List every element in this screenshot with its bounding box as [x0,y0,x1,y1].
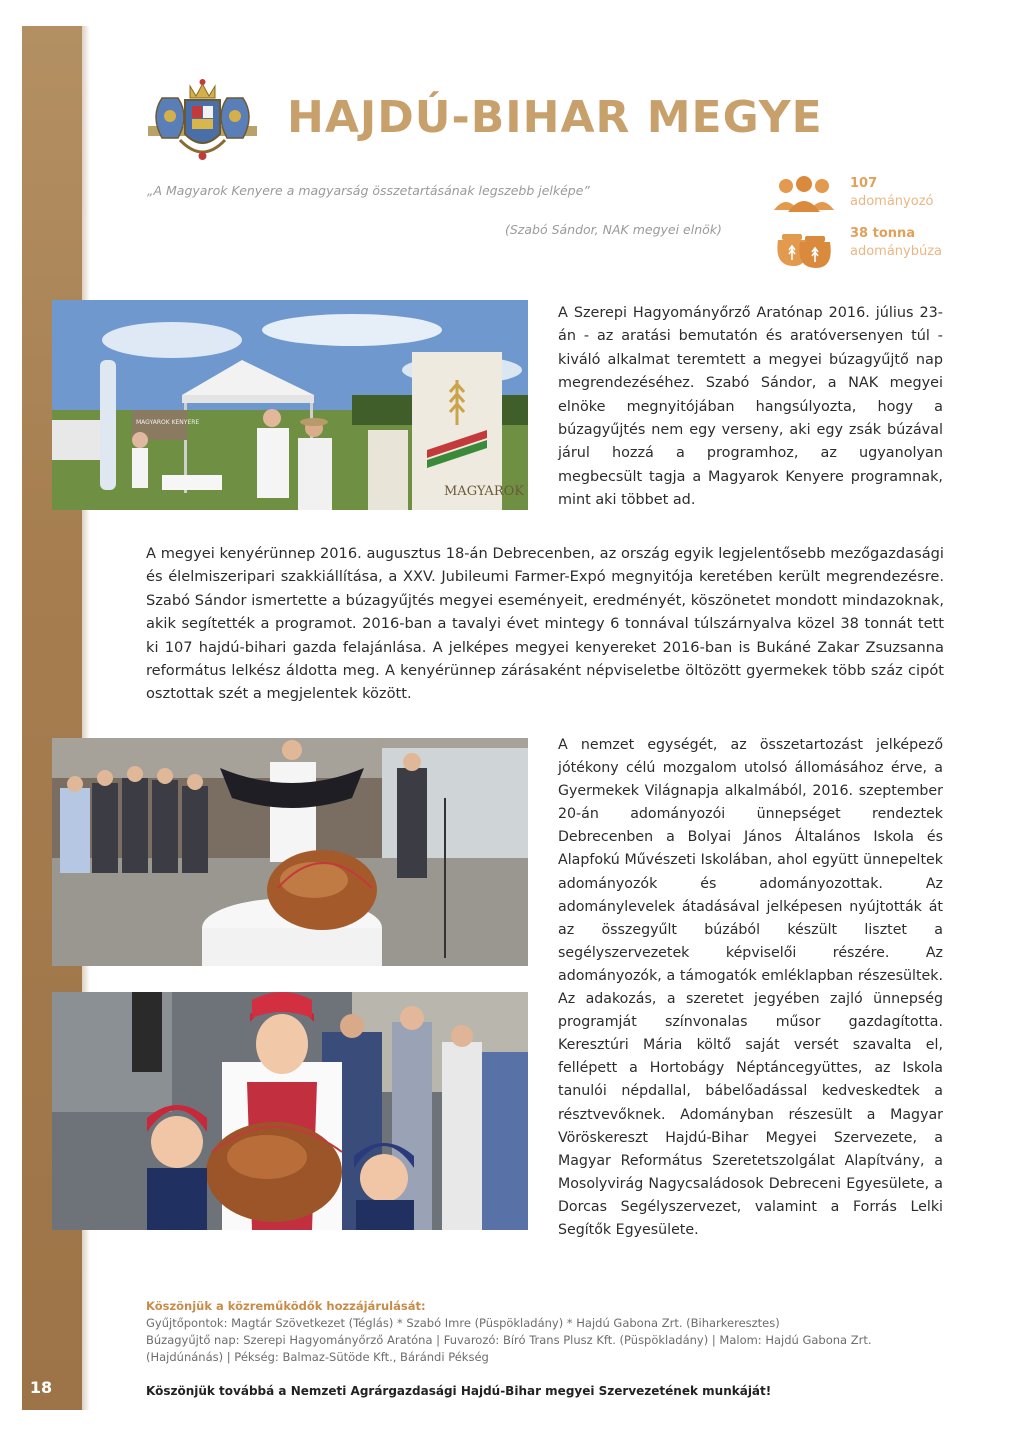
wheat-sack-icon [772,226,836,270]
stat-wheat [772,226,992,274]
paragraph-donor-ceremony: A nemzet egységét, az összetartozást jelképező jótékony célú mozgalom utolsó állomásához érve, a Gyermekek Világnapja alkalmából, 2016. szeptember 20-án adományozói ünnepséget rendeztek Debrecenben a Bolyai János Általános Iskola és Alapfokú Művészeti Iskolában, ahol együtt ünnepeltek adományozók és adományozottak. Az adománylevelek átadásával jelképesen nyújtották át az összegyűlt búzából készült lisztet a segélyszervezetek képviselői részére. Az adományozók, a támogatók emléklapban részesültek. Az adakozás, a szeretet jegyében zajló ünnepség programját színvonalas műsor gazdagította. Keresztúri Mária költő saját versét szavalta el, fellépett a Hortobágy Néptáncegyüttes, az Iskola tanulói népdallal, bábelőadással kedveskedtek a résztvevőknek. Adományban részesült a Magyar Vöröskereszt Hajdú-Bihar Megyei Szervezete, a Magyar Református Szeretetszolgálat Alapítvány, a Mosolyvirág Nagycsaládosok Debreceni Egyesülete, a Dorcas Segélyszervezet, valamint a Forrás Lelki Segítők Egyesülete. [558,737,943,1238]
stat-label: adománybúza [850,244,943,259]
photo-sign-text: MAGYAROK [444,484,524,499]
stat-value: 107 [850,176,878,191]
footer-line: Gyűjtőpontok: Magtár Szövetkezet (Téglás) * Szabó Imre (Püspökladány) * Hajdú Gabona Zrt. (Biharkeresztes) [146,1316,780,1330]
photo-children-bread [52,992,528,1230]
stat-value: 38 tonna [850,226,916,241]
page-title: HAJDÚ-BIHAR MEGYE [287,92,823,143]
footer-acknowledgements [146,1298,946,1366]
stat-label: adományozó [850,194,934,209]
footer-thanks: Köszönjük továbbá a Nemzeti Agrárgazdasági Hajdú-Bihar megyei Szervezetének munkáját! [146,1384,772,1398]
page-number: 18 [29,1378,53,1397]
photo-harvest-day [52,300,528,510]
footer-line: Búzagyűjtő nap: Szerepi Hagyományőrző Aratóna | Fuvarozó: Bíró Trans Plusz Kft. (Püspökladány) | Malom: Hajdú Gabona Zrt. [146,1333,872,1347]
footer-heading: Köszönjük a közreműködők hozzájárulását: [146,1299,426,1313]
quote: „A Magyarok Kenyere a magyarság összetartásának legszebb jelképe” [147,183,590,198]
stat-donors [772,176,992,224]
paragraph-bread-festival: A megyei kenyérünnep 2016. augusztus 18-án Debrecenben, az ország egyik legjelentősebb mezőgazdasági és élelmiszeripari szakkiállítása, a XXV. Jubileumi Farmer-Expó megnyitója keretében került megrendezésre. Szabó Sándor ismertette a búzagyűjtés megyei eseményeit, eredményét, köszönetet mondott mindazoknak, akik segítették a programot. 2016-ban a tavalyi évet mintegy 6 tonnával túlszárnyalva közel 38 tonnát tett ki 107 hajdú-bihari gazda felajánlása. A jelképes megyei kenyereket 2016-ban is Bukáné Zakar Zsuzsanna református lelkész áldotta meg. A kenyérünnep zárásaként népviseletbe öltözött gyermekek több száz cipót osztottak szét a megjelentek között. [146,545,944,703]
footer-line: (Hajdúnánás) | Pékség: Balmaz-Sütöde Kft., Bárándi Pékség [146,1350,489,1364]
photo-bread-blessing [52,738,528,966]
county-crest-icon [140,76,265,164]
paragraph-harvest-day: A Szerepi Hagyományőrző Aratónap 2016. július 23-án - az aratási bemutatón és aratóversenyen túl - kiváló alkalmat teremtett a megyei búzagyűjtő nap megrendezéséhez. Szabó Sándor, a NAK megyei elnöke megnyitójában hangsúlyozta, hogy a búzagyűjtés nem egy verseny, aki egy zsák búzával járul hozzá a programhoz, az ugyanolyan megbecsült tagja a Magyarok Kenyere programnak, mint aki többet ad. [558,305,943,509]
photo-banner-text: MAGYAROK KENYERE [136,419,200,426]
people-icon [772,176,836,220]
quote-author: (Szabó Sándor, NAK megyei elnök) [505,222,722,237]
